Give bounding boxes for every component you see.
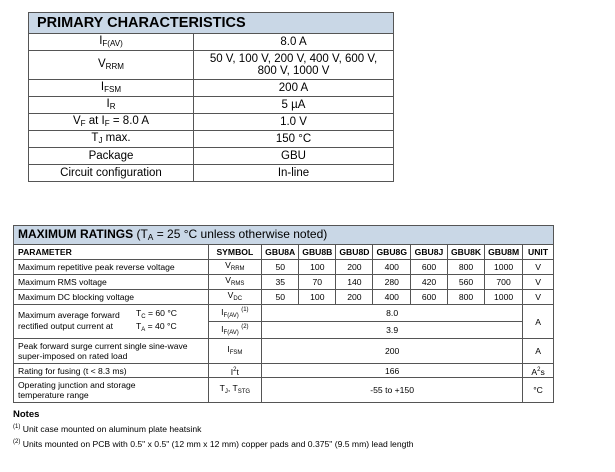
primary-row (29, 34, 394, 51)
primary-param: $V_{RRM}$ (29, 51, 194, 80)
row-param: Maximum RMS voltage (14, 275, 209, 290)
col-header: GBU8A (262, 245, 299, 260)
primary-value: 8.0 A (194, 34, 394, 51)
row-symbol: $V_{RMS}$ (208, 275, 262, 290)
col-header: SYMBOL (208, 245, 262, 260)
table-row (14, 260, 554, 275)
primary-param: Package (29, 148, 194, 165)
primary-row (29, 131, 394, 148)
col-header: GBU8J (411, 245, 448, 260)
primary-characteristics-table (28, 12, 394, 182)
row-symbol: $V_{DC}$ (208, 290, 262, 305)
col-header: GBU8G (373, 245, 411, 260)
col-header: GBU8D (336, 245, 373, 260)
cell: 560 (447, 275, 484, 290)
row-param: Rating for fusing (t < 8.3 ms) (14, 364, 209, 378)
row-unit: V (523, 260, 554, 275)
notes-section (13, 408, 414, 451)
primary-value: GBU (194, 148, 394, 165)
row-unit: V (523, 275, 554, 290)
primary-param: $I_R$ (29, 97, 194, 114)
primary-value: 150 °C (194, 131, 394, 148)
primary-param: $I_{FSM}$ (29, 80, 194, 97)
table-row (14, 339, 554, 364)
row-unit: A (523, 305, 554, 339)
cell: 8.0 (262, 305, 523, 322)
cell: 700 (485, 275, 523, 290)
row-symbol: $I_{F(AV)}$ $^{(2)}$ (208, 322, 262, 339)
cell: 400 (373, 260, 411, 275)
cell: 50 (262, 260, 299, 275)
primary-row (29, 165, 394, 182)
col-header: GBU8K (447, 245, 484, 260)
maximum-ratings-table (13, 225, 554, 403)
cell: 400 (373, 290, 411, 305)
primary-value: 1.0 V (194, 114, 394, 131)
cell: 1000 (485, 260, 523, 275)
cell: 70 (299, 275, 336, 290)
row-param: Maximum DC blocking voltage (14, 290, 209, 305)
cell: 800 (447, 290, 484, 305)
primary-param: $T_J$ max. (29, 131, 194, 148)
primary-param: $I_{F(AV)}$ (29, 34, 194, 51)
primary-value: In-line (194, 165, 394, 182)
row-symbol: $V_{RRM}$ (208, 260, 262, 275)
table-row (14, 305, 554, 322)
cell: 800 (447, 260, 484, 275)
note-item: $^{(1)}$ Unit case mounted on aluminum plate heatsink (13, 424, 202, 434)
table-row (14, 364, 554, 378)
max-ratings-title: MAXIMUM RATINGS ($T_A = 25$ °C unless otherwise noted) (14, 226, 554, 245)
col-header: GBU8B (299, 245, 336, 260)
table-row (14, 275, 554, 290)
col-header: PARAMETER (14, 245, 209, 260)
row-symbol: $I_{FSM}$ (208, 339, 262, 364)
primary-row (29, 80, 394, 97)
cell: 200 (336, 260, 373, 275)
cell: 50 (262, 290, 299, 305)
primary-row (29, 51, 394, 80)
table-row (14, 378, 554, 403)
cell: 100 (299, 260, 336, 275)
row-symbol: $T_J$, $T_{STG}$ (208, 378, 262, 403)
row-unit: A (523, 339, 554, 364)
row-unit: V (523, 290, 554, 305)
row-unit: $A^2s$ (523, 364, 554, 378)
row-param: Maximum average forward rectified output current at $T_C = 60$ °C $T_A = 40$ °C (14, 305, 209, 339)
cell: 3.9 (262, 322, 523, 339)
row-symbol: $I^2t$ (208, 364, 262, 378)
primary-row (29, 114, 394, 131)
primary-title: PRIMARY CHARACTERISTICS (29, 13, 394, 34)
cell: 420 (411, 275, 448, 290)
col-header: UNIT (523, 245, 554, 260)
notes-title: Notes (13, 409, 40, 420)
row-symbol: $I_{F(AV)}$ $^{(1)}$ (208, 305, 262, 322)
row-param: Maximum repetitive peak reverse voltage (14, 260, 209, 275)
primary-param: $V_F$ at $I_F = 8.0$ A (29, 114, 194, 131)
cell: 140 (336, 275, 373, 290)
column-header-row (14, 245, 554, 260)
col-header: GBU8M (485, 245, 523, 260)
primary-value: 50 V, 100 V, 200 V, 400 V, 600 V, 800 V, 1000 V (194, 51, 394, 80)
primary-param: Circuit configuration (29, 165, 194, 182)
note-item: $^{(2)}$ Units mounted on PCB with 0.5" x 0.5" (12 mm x 12 mm) copper pads and 0.375" (9.5 mm) lead length (13, 439, 414, 449)
cell: -55 to +150 (262, 378, 523, 403)
primary-value: 200 A (194, 80, 394, 97)
primary-row (29, 97, 394, 114)
cell: 35 (262, 275, 299, 290)
cell: 100 (299, 290, 336, 305)
cell: 200 (336, 290, 373, 305)
row-unit: °C (523, 378, 554, 403)
primary-value: 5 µA (194, 97, 394, 114)
primary-row (29, 148, 394, 165)
table-row (14, 290, 554, 305)
cell: 166 (262, 364, 523, 378)
cell: 1000 (485, 290, 523, 305)
cell: 600 (411, 260, 448, 275)
row-param: Peak forward surge current single sine-wave super-imposed on rated load (14, 339, 209, 364)
cell: 200 (262, 339, 523, 364)
cell: 600 (411, 290, 448, 305)
row-param: Operating junction and storage temperature range (14, 378, 209, 403)
cell: 280 (373, 275, 411, 290)
